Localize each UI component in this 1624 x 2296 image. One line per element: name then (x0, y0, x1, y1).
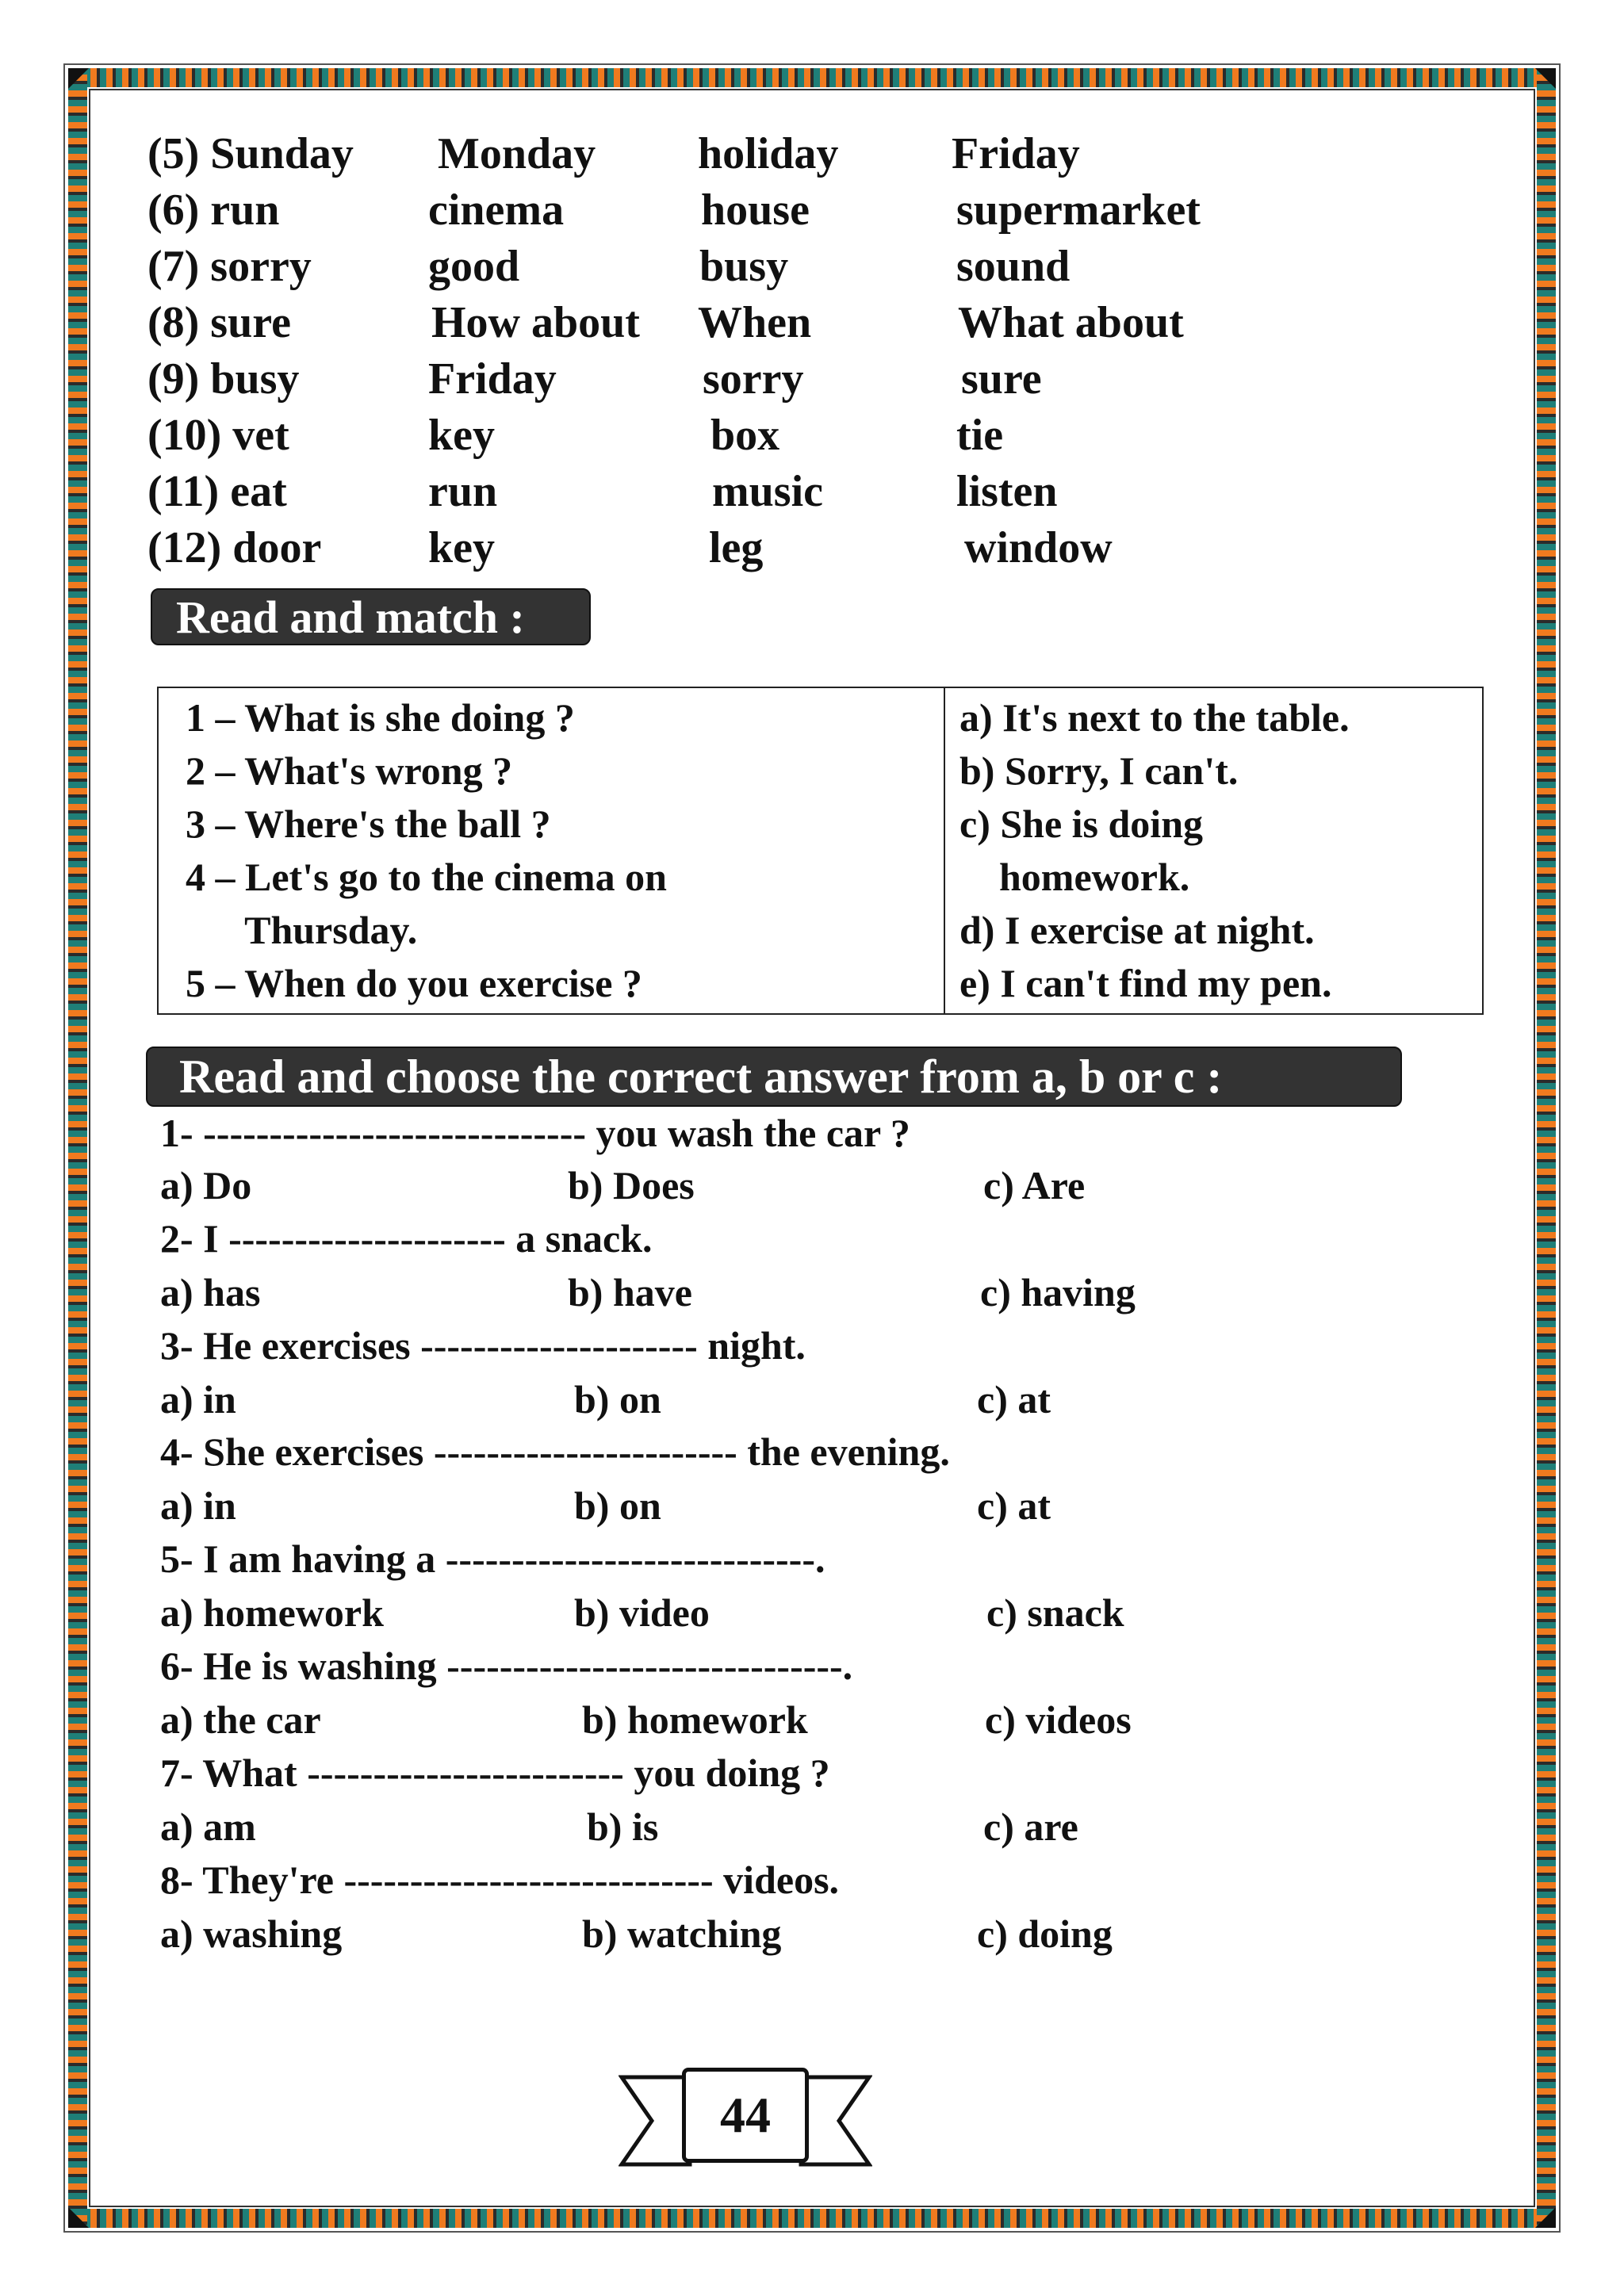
frame-corner-top-right (1535, 68, 1556, 89)
match-question: 2 – What's wrong ? (186, 748, 513, 793)
match-answer: d) I exercise at night. (959, 908, 1315, 952)
word: run (428, 467, 498, 516)
option-b: b) is (587, 1804, 659, 1849)
frame-corner-bottom-right (1535, 2207, 1556, 2228)
match-question: 5 – When do you exercise ? (186, 961, 642, 1005)
match-answer: a) It's next to the table. (959, 695, 1350, 740)
option-c: c) Are (983, 1163, 1086, 1207)
word: key (428, 411, 495, 460)
option-b: b) have (568, 1270, 692, 1314)
option-a: a) in (160, 1377, 236, 1422)
option-a: a) am (160, 1804, 256, 1849)
match-table (157, 687, 1484, 1015)
word-row-number: (8) sure (147, 298, 291, 347)
match-answer: homework. (959, 855, 1190, 899)
option-b: b) on (574, 1483, 661, 1528)
question-text: 6- He is washing ------------------------------. (160, 1644, 853, 1688)
match-answer: c) She is doing (959, 802, 1204, 846)
word: house (701, 186, 810, 235)
option-c: c) at (977, 1377, 1051, 1422)
word: music (712, 467, 823, 516)
question-text: 8- They're ---------------------------- videos. (160, 1858, 840, 1902)
word-row-number: (12) door (147, 523, 322, 572)
word: good (428, 242, 520, 291)
option-c: c) doing (977, 1911, 1113, 1956)
word: sure (961, 354, 1042, 404)
question-text: 2- I --------------------- a snack. (160, 1216, 653, 1261)
option-a: a) washing (160, 1911, 343, 1956)
word: What about (958, 298, 1184, 347)
word: listen (956, 467, 1058, 516)
question-text: 3- He exercises --------------------- night. (160, 1323, 806, 1368)
match-question: 1 – What is she doing ? (186, 695, 575, 740)
word: How about (431, 298, 640, 347)
option-a: a) has (160, 1270, 261, 1314)
match-answer: e) I can't find my pen. (959, 961, 1332, 1005)
word: supermarket (956, 186, 1201, 235)
word: holiday (698, 129, 839, 178)
match-question: Thursday. (186, 908, 418, 952)
option-a: a) Do (160, 1163, 252, 1207)
match-heading-banner (151, 588, 591, 645)
word: window (964, 523, 1113, 572)
word-row-number: (11) eat (147, 467, 287, 516)
option-b: b) video (574, 1590, 710, 1635)
option-a: a) in (160, 1483, 236, 1528)
word-row-number: (9) busy (147, 354, 300, 404)
match-answer: b) Sorry, I can't. (959, 748, 1239, 793)
option-c: c) at (977, 1483, 1051, 1528)
page-number-ribbon (619, 2061, 872, 2180)
match-table-divider (944, 688, 945, 1013)
option-c: c) having (980, 1270, 1136, 1314)
word: tie (956, 411, 1004, 460)
word: cinema (428, 186, 565, 235)
frame-corner-top-left (68, 68, 89, 89)
option-b: b) watching (582, 1911, 782, 1956)
word-row-number: (6) run (147, 186, 280, 235)
choose-heading: Read and choose the correct answer from a, b or c : (179, 1050, 1223, 1103)
option-b: b) homework (582, 1697, 808, 1742)
word: Friday (952, 129, 1080, 178)
word: busy (699, 242, 789, 291)
word: Friday (428, 354, 557, 404)
option-c: c) videos (985, 1697, 1132, 1742)
match-question: 4 – Let's go to the cinema on (186, 855, 667, 899)
word: leg (709, 523, 764, 572)
question-text: 4- She exercises ----------------------- the evening. (160, 1429, 950, 1474)
frame-corner-bottom-left (68, 2207, 89, 2228)
match-heading: Read and match : (176, 591, 525, 643)
word-row-number: (10) vet (147, 411, 289, 460)
option-c: c) are (983, 1804, 1078, 1849)
word-row-number: (5) Sunday (147, 129, 354, 178)
word: sorry (703, 354, 804, 404)
question-text: 5- I am having a ----------------------------. (160, 1536, 825, 1581)
choose-heading-banner (146, 1047, 1402, 1107)
option-b: b) Does (568, 1163, 695, 1207)
word: Monday (438, 129, 596, 178)
option-b: b) on (574, 1377, 661, 1422)
word: box (710, 411, 780, 460)
word: key (428, 523, 495, 572)
word: When (698, 298, 812, 347)
word-row-number: (7) sorry (147, 242, 312, 291)
question-text: 7- What ------------------------ you doing ? (160, 1751, 830, 1795)
word: sound (956, 242, 1071, 291)
option-a: a) the car (160, 1697, 321, 1742)
option-c: c) snack (986, 1590, 1124, 1635)
match-question: 3 – Where's the ball ? (186, 802, 551, 846)
page-number: 44 (682, 2068, 809, 2163)
option-a: a) homework (160, 1590, 384, 1635)
question-text: 1- ----------------------------- you wash the car ? (160, 1111, 910, 1155)
